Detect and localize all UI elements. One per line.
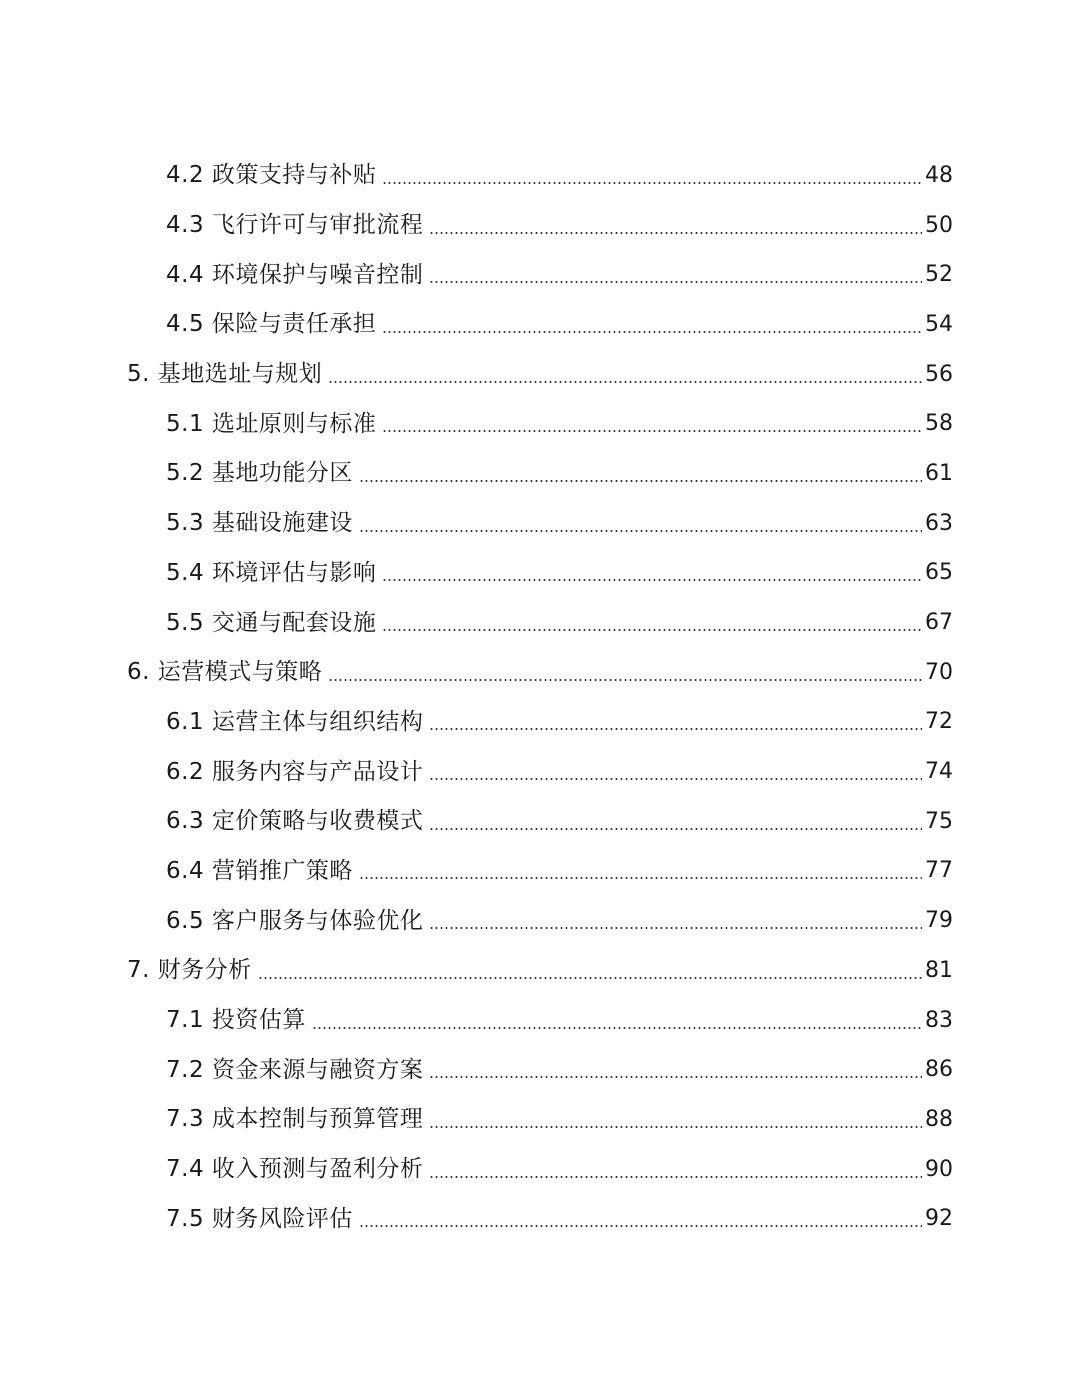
dot-leader bbox=[429, 232, 922, 234]
toc-entry-page: 79 bbox=[925, 908, 953, 934]
toc-entry-page: 72 bbox=[925, 709, 953, 735]
toc-entry-title: 6.4 营销推广策略 bbox=[166, 857, 353, 884]
toc-entry-page: 61 bbox=[925, 460, 953, 486]
dot-leader bbox=[258, 977, 922, 979]
toc-entry[interactable] bbox=[0, 896, 1080, 946]
toc-entry[interactable] bbox=[0, 747, 1080, 797]
toc-entry[interactable] bbox=[0, 250, 1080, 300]
toc-entry-title: 6.1 运营主体与组织结构 bbox=[166, 708, 424, 735]
toc-entry[interactable] bbox=[0, 399, 1080, 449]
toc-entry[interactable] bbox=[0, 847, 1080, 897]
toc-entry-title: 7.4 收入预测与盈利分析 bbox=[166, 1156, 424, 1183]
dot-leader bbox=[328, 679, 922, 681]
toc-chapter-entry[interactable] bbox=[0, 946, 1080, 996]
dot-leader bbox=[429, 281, 922, 283]
toc-entry-title: 6.3 定价策略与收费模式 bbox=[166, 808, 424, 835]
dot-leader bbox=[382, 331, 922, 333]
dot-leader bbox=[429, 828, 922, 830]
toc-entry-page: 83 bbox=[925, 1007, 953, 1033]
table-of-contents bbox=[0, 151, 1080, 1244]
toc-entry-page: 54 bbox=[925, 311, 953, 337]
dot-leader bbox=[359, 877, 922, 879]
toc-entry-title: 5.4 环境评估与影响 bbox=[166, 559, 377, 586]
toc-entry-page: 70 bbox=[925, 659, 953, 685]
toc-entry-page: 88 bbox=[925, 1106, 953, 1132]
toc-entry-title: 7.2 资金来源与融资方案 bbox=[166, 1056, 424, 1083]
toc-entry[interactable] bbox=[0, 797, 1080, 847]
dot-leader bbox=[382, 182, 922, 184]
toc-entry[interactable] bbox=[0, 1095, 1080, 1145]
dot-leader bbox=[429, 1076, 922, 1078]
dot-leader bbox=[359, 1225, 922, 1227]
toc-entry[interactable] bbox=[0, 549, 1080, 599]
toc-entry-title: 7.1 投资估算 bbox=[166, 1007, 306, 1034]
dot-leader bbox=[429, 728, 922, 730]
dot-leader bbox=[429, 778, 922, 780]
toc-entry[interactable] bbox=[0, 1194, 1080, 1244]
toc-entry[interactable] bbox=[0, 996, 1080, 1046]
toc-entry-page: 50 bbox=[925, 212, 953, 238]
toc-entry-title: 6.5 客户服务与体验优化 bbox=[166, 907, 424, 934]
toc-entry-title: 6.2 服务内容与产品设计 bbox=[166, 758, 424, 785]
toc-entry[interactable] bbox=[0, 1045, 1080, 1095]
toc-entry-page: 67 bbox=[925, 610, 953, 636]
dot-leader bbox=[312, 1027, 922, 1029]
toc-entry[interactable] bbox=[0, 499, 1080, 549]
toc-entry-title: 5.1 选址原则与标准 bbox=[166, 410, 377, 437]
toc-entry-title: 4.4 环境保护与噪音控制 bbox=[166, 261, 424, 288]
toc-entry-title: 4.2 政策支持与补贴 bbox=[166, 162, 377, 189]
toc-entry-title: 4.3 飞行许可与审批流程 bbox=[166, 212, 424, 239]
dot-leader bbox=[359, 530, 922, 532]
toc-entry[interactable] bbox=[0, 598, 1080, 648]
toc-entry-page: 77 bbox=[925, 858, 953, 884]
toc-entry-title: 5.3 基础设施建设 bbox=[166, 510, 353, 537]
dot-leader bbox=[382, 629, 922, 631]
toc-entry-page: 74 bbox=[925, 759, 953, 785]
dot-leader bbox=[359, 480, 922, 482]
toc-entry[interactable] bbox=[0, 1145, 1080, 1195]
toc-entry-page: 65 bbox=[925, 560, 953, 586]
dot-leader bbox=[429, 1176, 922, 1178]
toc-entry[interactable] bbox=[0, 449, 1080, 499]
toc-entry-title: 5.5 交通与配套设施 bbox=[166, 609, 377, 636]
toc-entry-title: 7. 财务分析 bbox=[127, 957, 252, 984]
toc-entry-title: 5. 基地选址与规划 bbox=[127, 361, 323, 388]
toc-entry[interactable] bbox=[0, 151, 1080, 201]
toc-entry-page: 48 bbox=[925, 162, 953, 188]
toc-entry-page: 58 bbox=[925, 411, 953, 437]
dot-leader bbox=[382, 430, 922, 432]
toc-entry-title: 7.3 成本控制与预算管理 bbox=[166, 1106, 424, 1133]
toc-entry-title: 4.5 保险与责任承担 bbox=[166, 311, 377, 338]
toc-entry-title: 5.2 基地功能分区 bbox=[166, 460, 353, 487]
toc-chapter-entry[interactable] bbox=[0, 648, 1080, 698]
toc-chapter-entry[interactable] bbox=[0, 350, 1080, 400]
toc-entry-page: 81 bbox=[925, 957, 953, 983]
toc-entry[interactable] bbox=[0, 300, 1080, 350]
toc-entry-page: 56 bbox=[925, 361, 953, 387]
toc-entry-page: 90 bbox=[925, 1156, 953, 1182]
toc-entry[interactable] bbox=[0, 201, 1080, 251]
dot-leader bbox=[429, 927, 922, 929]
toc-entry-page: 75 bbox=[925, 808, 953, 834]
toc-entry-page: 86 bbox=[925, 1057, 953, 1083]
toc-entry-page: 92 bbox=[925, 1206, 953, 1232]
toc-entry-page: 63 bbox=[925, 510, 953, 536]
dot-leader bbox=[328, 381, 922, 383]
toc-entry-title: 6. 运营模式与策略 bbox=[127, 659, 323, 686]
toc-entry-title: 7.5 财务风险评估 bbox=[166, 1205, 353, 1232]
toc-entry-page: 52 bbox=[925, 262, 953, 288]
toc-entry[interactable] bbox=[0, 698, 1080, 748]
dot-leader bbox=[382, 579, 922, 581]
dot-leader bbox=[429, 1126, 922, 1128]
